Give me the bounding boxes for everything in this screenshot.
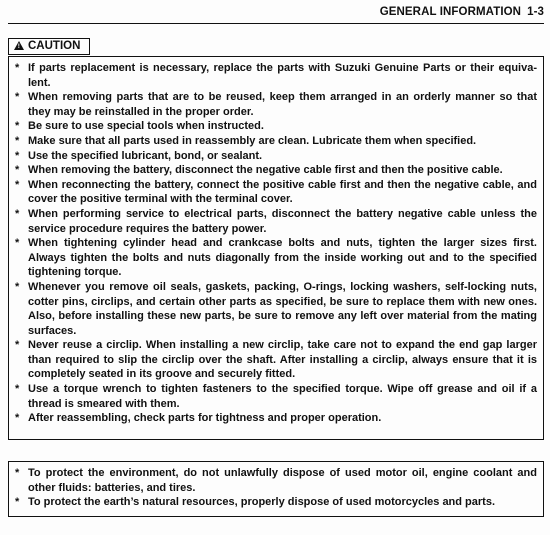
environment-panel [8,461,544,517]
item-text: To protect the environment, do not unlawfully dispose of used motor oil, engine coolant and other fluids: batteries, and tires. [28,467,537,494]
warning-triangle-icon [14,41,24,50]
bullet-asterisk: * [15,91,20,104]
item-text: When reconnecting the battery, connect the positive cable first and then the negative cable, and cover the positive terminal with the terminal cover. [28,178,537,206]
page-number: 1-3 [527,6,544,18]
list-item [15,280,537,338]
list-item [15,163,537,178]
bullet-asterisk: * [15,207,20,220]
item-text: Use the specified lubricant, bond, or sealant. [28,149,263,162]
bullet-asterisk: * [15,383,20,396]
list-item [15,382,537,411]
list-item [15,207,537,236]
list-item [15,466,537,495]
page-header [0,6,544,24]
caution-list [15,61,537,426]
bullet-asterisk: * [15,237,20,250]
list-item [15,236,537,280]
list-item [15,61,537,90]
environment-list [15,466,537,510]
bullet-asterisk: * [15,496,20,509]
item-text: If parts replacement is necessary, replace the parts with Suzuki Genuine Parts or their equiva-lent. [28,62,537,89]
list-item [15,495,537,510]
list-item [15,134,537,149]
item-text: When tightening cylinder head and crankcase bolts and nuts, tighten the larger sizes first. Always tighten the bolts and nuts diagonally from the inside working out and to the specified tightening torque. [28,237,537,279]
bullet-asterisk: * [15,149,20,162]
list-item [15,119,537,134]
header-rule [8,23,544,24]
item-text: When removing parts that are to be reused, keep them arranged in an orderly manner so that they may be reinstalled in the proper order. [28,91,537,118]
list-item [15,149,537,164]
item-text: Be sure to use special tools when instructed. [28,120,264,133]
caution-label: CAUTION [28,40,81,52]
item-text: Never reuse a circlip. When installing a new circlip, take care not to expand the end gap larger than required to slip the circlip over the shaft. After installing a circlip, always ensure that it is completely seated in its groove and securely fitted. [28,339,537,381]
bullet-asterisk: * [15,412,20,425]
bullet-asterisk: * [15,120,20,133]
list-item [15,338,537,382]
bullet-asterisk: * [15,178,20,191]
bullet-asterisk: * [15,62,20,74]
list-item [15,178,537,207]
list-item [15,411,537,426]
bullet-asterisk: * [15,467,20,479]
caution-label-box [8,38,90,55]
bullet-asterisk: * [15,134,20,147]
bullet-asterisk: * [15,339,20,352]
item-text: Whenever you remove oil seals, gaskets, packing, O-rings, locking washers, self-locking nuts, cotter pins, circlips, and certain other parts as specified, be sure to replace them with new ones. Also, before installing these new parts, be sure to remove any left over material from the mating surfaces. [28,280,537,337]
caution-panel [8,56,544,440]
bullet-asterisk: * [15,164,20,177]
item-text: When removing the battery, disconnect the negative cable first and then the positive cable. [28,164,503,177]
bullet-asterisk: * [15,280,20,293]
section-title: GENERAL INFORMATION [379,6,522,18]
item-text: When performing service to electrical parts, disconnect the battery negative cable unless the service procedure requires the battery power. [28,207,537,235]
item-text: After reassembling, check parts for tightness and proper operation. [28,412,382,425]
item-text: Make sure that all parts used in reassembly are clean. Lubricate them when specified. [28,134,477,147]
item-text: To protect the earth’s natural resources, properly dispose of used motorcycles and parts. [28,496,496,509]
list-item [15,90,537,119]
item-text: Use a torque wrench to tighten fasteners to the specified torque. Wipe off grease and oil if a thread is smeared with them. [28,383,537,410]
